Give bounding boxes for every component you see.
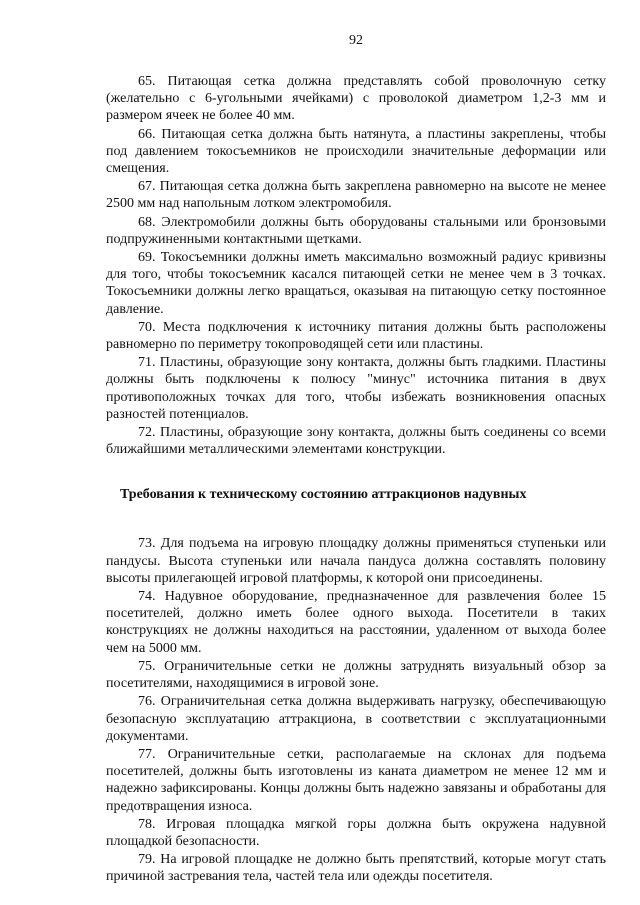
paragraph-73: 73. Для подъема на игровую площадку должны применяться ступеньки или пандусы. Высота ступеньки или начала пандуса должна составлять половину высоты прилегающей игровой платформы, к которой они присоединены. — [106, 536, 606, 586]
paragraph-66: 66. Питающая сетка должна быть натянута, а пластины закреплены, чтобы под давлением токосъемников не происходили значительные деформации или смещения. — [106, 126, 606, 177]
paragraph-75: 75. Ограничительные сетки не должны затруднять визуальный обзор за посетителями, находящимися в игровой зоне. — [106, 658, 606, 692]
paragraph-78: 78. Игровая площадка мягкой горы должна быть окружена надувной площадкой безопасности. — [106, 816, 606, 849]
paragraph-65: 65. Питающая сетка должна представлять собой проволочную сетку (желательно с 6-угольными ячейками) с проволокой диаметром 1,2-3 мм и размером ячеек не более 40 мм. — [106, 74, 606, 124]
paragraph-69: 69. Токосъемники должны иметь максимально возможный радиус кривизны для того, чтобы токосъемник касался питающей сетки не менее чем в 3 точках. Токосъемники должны легко вращаться, оказывая на питающую сетку постоянное давление. — [106, 250, 606, 317]
section-power-grid — [106, 73, 606, 458]
section-inflatable-attractions — [106, 535, 606, 885]
section-heading: Требования к техническому состоянию аттракционов надувных — [120, 487, 527, 503]
paragraph-67: 67. Питающая сетка должна быть закреплена равномерно на высоте не менее 2500 мм над напольным лотком электромобиля. — [106, 179, 606, 212]
page-number: 92 — [349, 33, 363, 48]
paragraph-79: 79. На игровой площадке не должно быть препятствий, которые могут стать причиной застревания тела, частей тела или одежды посетителя. — [106, 852, 606, 885]
paragraph-71: 71. Пластины, образующие зону контакта, должны быть гладкими. Пластины должны быть подключены к полюсу "минус" источника питания в двух противоположных точках для того, чтобы избежать возникновения опасных разностей потенциалов. — [106, 355, 606, 422]
paragraph-76: 76. Ограничительная сетка должна выдерживать нагрузку, обеспечивающую безопасную эксплуатацию аттракциона, в соответствии с эксплуатационными документами. — [106, 694, 606, 744]
paragraph-74: 74. Надувное оборудование, предназначенное для развлечения более 15 посетителей, должно иметь более одного выхода. Посетители в таких конструкциях не должны находиться на расстоянии, удаленном от выхода более чем на 5000 мм. — [106, 589, 606, 656]
paragraph-72: 72. Пластины, образующие зону контакта, должны быть соединены со всеми ближайшими металлическими элементами конструкции. — [106, 425, 606, 458]
paragraph-68: 68. Электромобили должны быть оборудованы стальными или бронзовыми подпружиненными контактными щетками. — [106, 214, 606, 247]
paragraph-70: 70. Места подключения к источнику питания должны быть расположены равномерно по периметру токопроводящей сети или пластины. — [106, 319, 606, 353]
paragraph-77: 77. Ограничительные сетки, располагаемые на склонах для подъема посетителей, должны быть изготовлены из каната диаметром не менее 12 мм и надежно зафиксированы. Концы должны быть надежно завязаны и обработаны для предотвращения износа. — [106, 746, 606, 814]
